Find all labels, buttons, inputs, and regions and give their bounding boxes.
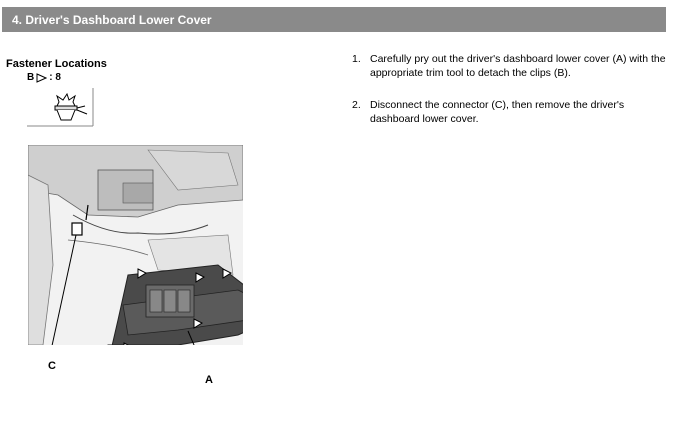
clip-illustration-icon: [27, 88, 99, 128]
step-number: 1.: [352, 53, 361, 65]
clip-letter: B: [27, 72, 35, 83]
instruction-steps: [352, 52, 672, 126]
step-number: 2.: [352, 99, 361, 111]
step-text: Disconnect the connector (C), then remove the driver's dashboard lower cover.: [370, 99, 625, 125]
callout-c: C: [48, 360, 56, 372]
dashboard-cover-illustration: [28, 145, 243, 345]
callout-a: A: [205, 374, 213, 386]
section-title: 4. Driver's Dashboard Lower Cover: [12, 12, 212, 27]
clip-legend: [27, 72, 61, 83]
step-item: [352, 98, 672, 126]
clip-count: : 8: [49, 72, 61, 83]
fastener-locations-title: Fastener Locations: [6, 58, 107, 70]
step-item: [352, 52, 672, 80]
section-header: [2, 7, 666, 32]
step-text: Carefully pry out the driver's dashboard lower cover (A) with the appropriate trim tool to detach the clips (B).: [370, 53, 666, 79]
clip-triangle-icon: [36, 73, 47, 83]
